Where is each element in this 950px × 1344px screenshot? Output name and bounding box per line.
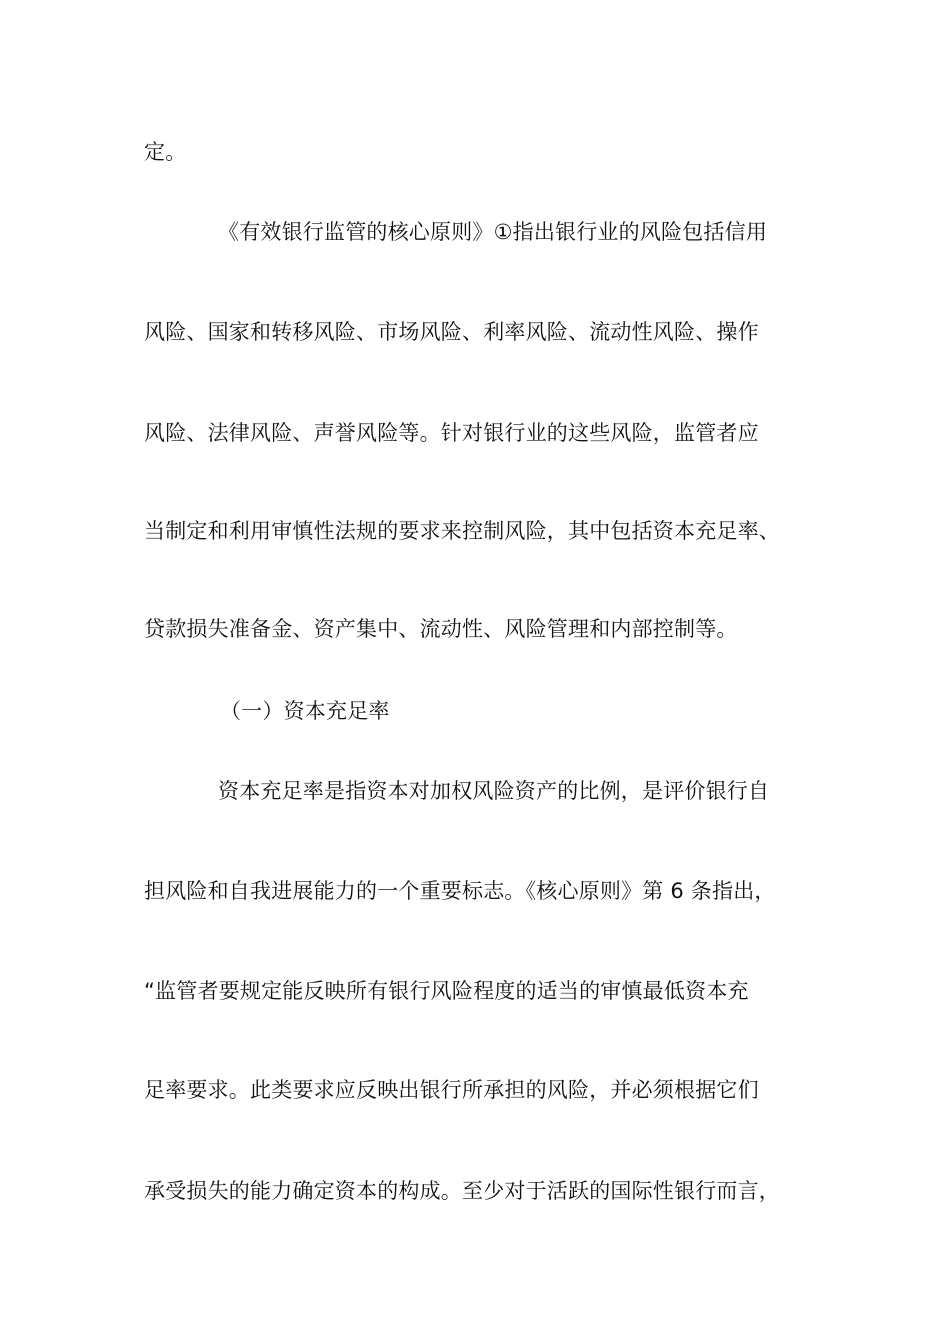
text-line: “监管者要规定能反映所有银行风险程度的适当的审慎最低资本充 [144, 979, 749, 1003]
text-line: 担风险和自我进展能力的一个重要标志。《核心原则》第 6 条指出， [144, 879, 776, 903]
text-line: 承受损失的能力确定资本的构成。至少对于活跃的国际性银行而言， [144, 1179, 780, 1203]
text-line: 风险、国家和转移风险、市场风险、利率风险、流动性风险、操作 [144, 320, 759, 344]
text-line: 足率要求。此类要求应反映出银行所承担的风险，并必须根据它们 [144, 1078, 759, 1102]
section-heading: （一）资本充足率 [220, 699, 390, 723]
text-line: 风险、法律风险、声誉风险等。针对银行业的这些风险，监管者应 [144, 421, 759, 445]
text-line: 贷款损失准备金、资产集中、流动性、风险管理和内部控制等。 [144, 617, 738, 641]
text-line: 当制定和利用审慎性法规的要求来控制风险，其中包括资本充足率、 [144, 519, 780, 543]
text-line: 《有效银行监管的核心原则》①指出银行业的风险包括信用 [218, 220, 768, 244]
text-line: 定。 [144, 140, 187, 164]
text-line: 资本充足率是指资本对加权风险资产的比例，是评价银行自 [218, 779, 770, 803]
